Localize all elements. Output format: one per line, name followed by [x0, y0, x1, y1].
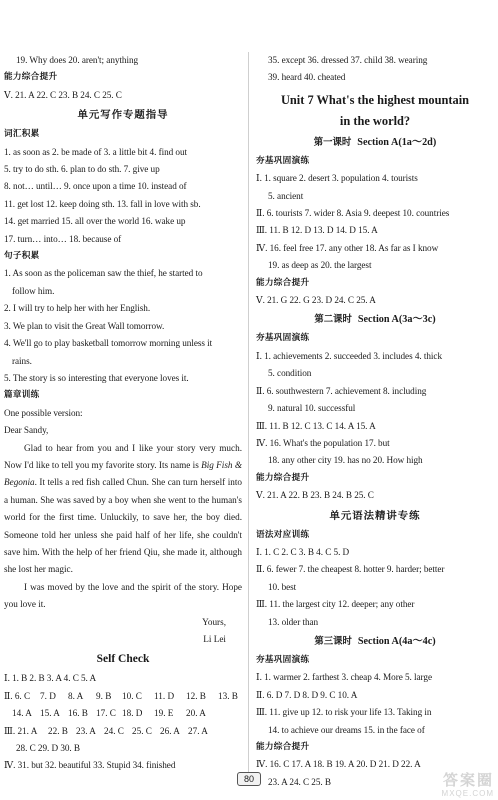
answer-line: 10. best — [268, 581, 297, 592]
answer-line: 1. As soon as the policeman saw the thief, he started to — [4, 268, 203, 279]
subheading: 篇章训练 — [4, 390, 40, 401]
section-title: 单元语法精讲专练 — [329, 509, 421, 522]
subheading: 语法对应训练 — [256, 529, 310, 540]
left-column — [4, 52, 242, 775]
subheading: 夯基巩固演练 — [256, 155, 310, 166]
subheading: 能力综合提升 — [256, 277, 310, 288]
subheading: 能力综合提升 — [256, 742, 310, 752]
answer-line: Ⅰ. 1. warmer 2. farthest 3. cheap 4. More 5. large — [256, 672, 432, 683]
answer-cell: 12. B — [186, 690, 206, 701]
answer-line: rains. — [12, 355, 32, 366]
answer-line: 13. older than — [268, 616, 319, 627]
unit-title: Unit 7 What's the highest mountain — [280, 92, 470, 107]
answer-line: Ⅲ. 11. give up 12. to risk your life 13. Taking in — [256, 707, 432, 718]
answer-line: Ⅱ. 6. fewer 7. the cheapest 8. hotter 9. harder; better — [256, 564, 445, 575]
essay-paragraph: I was moved by the love and the spirit of the story. Hope you love it. — [4, 581, 242, 610]
essay-greeting: Dear Sandy, — [4, 425, 49, 436]
answer-line: 1. as soon as 2. be made of 3. a little bit 4. find out — [4, 146, 188, 157]
answer-line: 11. get lost 12. keep doing sth. 13. fall in love with sb. — [4, 198, 201, 209]
answer-line: 19. as deep as 20. the largest — [268, 260, 372, 271]
answer-line: 2. I will try to help her with her English. — [4, 303, 151, 314]
answer-line: 18. any other city 19. has no 20. How high — [268, 455, 423, 466]
answer-cell: 24. C — [104, 725, 124, 736]
essay-title: Big Fish & Begonia — [4, 459, 242, 488]
answer-line: 5. The story is so interesting that everyone loves it. — [4, 372, 189, 383]
answer-line: Ⅳ. 16. feel free 17. any other 18. As far as I know — [256, 242, 439, 253]
watermark-text: 答案圈 — [442, 771, 494, 789]
unit-title: in the world? — [339, 113, 411, 128]
subheading: 夯基巩固演练 — [256, 333, 310, 344]
answer-line: 35. except 36. dressed 37. child 38. wearing — [268, 55, 428, 65]
answer-cell: 14. A — [12, 708, 32, 719]
answer-line: 28. C 29. D 30. B — [16, 743, 80, 754]
answer-line: Ⅳ. 16. C 17. A 18. B 19. A 20. D 21. D 22. A — [256, 759, 421, 770]
essay-paragraph: Glad to hear from you and I like your story very much. Now I'd like to tell you my favorite story. Its name is Big Fish & Begonia. It tells a red fish called Chun. She can turn herself into a human. She was saved by a boy when she went to the human's world for the first time. Unluckily, to save her, the boy died. Someone told her unless she paid half of her life, she couldn't save him. With the help of her friend Qiu, she made it, although she lost her magic. — [4, 442, 242, 575]
watermark-url: MXQE.COM — [441, 789, 494, 798]
essay-intro: One possible version: — [4, 407, 83, 418]
answer-cell: 26. A — [160, 725, 180, 736]
answer-cell: 19. E — [154, 708, 174, 719]
answer-cell: Ⅲ. 21. A — [4, 725, 38, 736]
answer-line: 8. not… until… 9. once upon a time 10. instead of — [4, 181, 187, 192]
answer-line: Ⅴ. 21. A 22. B 23. B 24. B 25. C — [256, 490, 374, 501]
lesson-title: 第二课时 Section A(3a～3c) — [314, 314, 436, 326]
answer-line: Ⅰ. 1. square 2. desert 3. population 4. tourists — [256, 173, 418, 184]
essay-closing: Yours, — [202, 616, 226, 627]
essay-signature: Li Lei — [203, 634, 226, 644]
answer-line: Ⅲ. 11. the largest city 12. deeper; any other — [256, 599, 415, 610]
answer-line: 17. turn… into… 18. because of — [4, 233, 122, 244]
answer-line: Ⅳ. 16. What's the population 17. but — [256, 437, 390, 448]
lesson-title: 第一课时 Section A(1a～2d) — [313, 136, 437, 148]
answer-line: 39. heard 40. cheated — [268, 72, 346, 83]
answer-line: 14. get married 15. all over the world 16. wake up — [4, 216, 186, 227]
answer-line: Ⅰ. 1. C 2. C 3. B 4. C 5. D — [256, 546, 350, 557]
answer-line: Ⅴ. 21. G 22. G 23. D 24. C 25. A — [256, 295, 376, 306]
answer-line: Ⅱ. 6. D 7. D 8. D 9. C 10. A — [256, 689, 358, 700]
answer-cell: 7. D — [40, 690, 56, 701]
answer-cell: 17. C — [96, 708, 116, 719]
answer-line: Ⅱ. 6. tourists 7. wider 8. Asia 9. deepest 10. countries — [256, 208, 450, 219]
answer-line: 14. to achieve our dreams 15. in the face of — [268, 724, 425, 735]
page-number: 80 — [237, 772, 261, 786]
answer-line: 5. try to do sth. 6. plan to do sth. 7. give up — [4, 164, 160, 175]
column-divider — [248, 52, 249, 772]
lesson-title: 第三课时 Section A(4a～4c) — [314, 635, 436, 647]
answer-line: Ⅰ. 1. B 2. B 3. A 4. C 5. A — [4, 673, 97, 684]
answer-line: Ⅰ. 1. achievements 2. succeeded 3. includes 4. thick — [256, 350, 442, 361]
answer-cell: 15. A — [40, 708, 60, 719]
answer-line: 19. Why does 20. aren't; anything — [16, 55, 139, 65]
answer-cell: 23. A — [76, 725, 96, 736]
answer-cell: 16. B — [68, 708, 88, 719]
answer-line: Ⅳ. 31. but 32. beautiful 33. Stupid 34. finished — [4, 760, 176, 771]
answer-line: 4. We'll go to play basketball tomorrow morning unless it — [4, 338, 213, 349]
answer-row — [4, 688, 242, 705]
answer-line: Ⅲ. 11. B 12. D 13. D 14. D 15. A — [256, 225, 378, 236]
answer-cell: 9. B — [96, 690, 112, 701]
answer-row — [4, 723, 242, 740]
answer-cell: 20. A — [186, 708, 206, 719]
answer-cell: Ⅱ. 6. C — [4, 690, 31, 701]
answer-line: 5. condition — [268, 368, 312, 379]
answer-line: follow him. — [12, 285, 55, 296]
answer-cell: 25. C — [132, 725, 152, 736]
answer-cell: 18. D — [122, 708, 143, 719]
answer-cell: 27. A — [188, 725, 208, 736]
answer-line: 23. A 24. C 25. B — [268, 776, 331, 787]
subheading: 能力综合提升 — [256, 472, 310, 483]
subheading: 能力综合提升 — [4, 72, 58, 83]
answer-cell: 8. A — [68, 690, 84, 701]
answer-cell: 13. B — [218, 690, 238, 701]
right-column — [256, 52, 494, 791]
answer-line: Ⅴ. 21. A 22. C 23. B 24. C 25. C — [4, 89, 122, 100]
answer-line: Ⅲ. 11. B 12. C 13. C 14. A 15. A — [256, 420, 376, 431]
answer-line: 3. We plan to visit the Great Wall tomorrow. — [4, 320, 165, 331]
section-title: 单元写作专题指导 — [77, 109, 169, 122]
subheading: 夯基巩固演练 — [256, 654, 310, 665]
answer-line: Ⅱ. 6. southwestern 7. achievement 8. including — [256, 385, 427, 396]
answer-cell: 22. B — [48, 725, 68, 736]
answer-line: 5. ancient — [268, 190, 304, 201]
watermark-logo — [420, 772, 494, 798]
answer-cell: 10. C — [122, 690, 142, 701]
self-check-title: Self Check — [96, 653, 150, 666]
subheading: 词汇积累 — [4, 129, 40, 140]
answer-cell: 11. D — [154, 690, 175, 701]
answer-line: 9. natural 10. successful — [268, 403, 356, 414]
subheading: 句子积累 — [4, 251, 40, 262]
answer-row — [4, 705, 242, 722]
